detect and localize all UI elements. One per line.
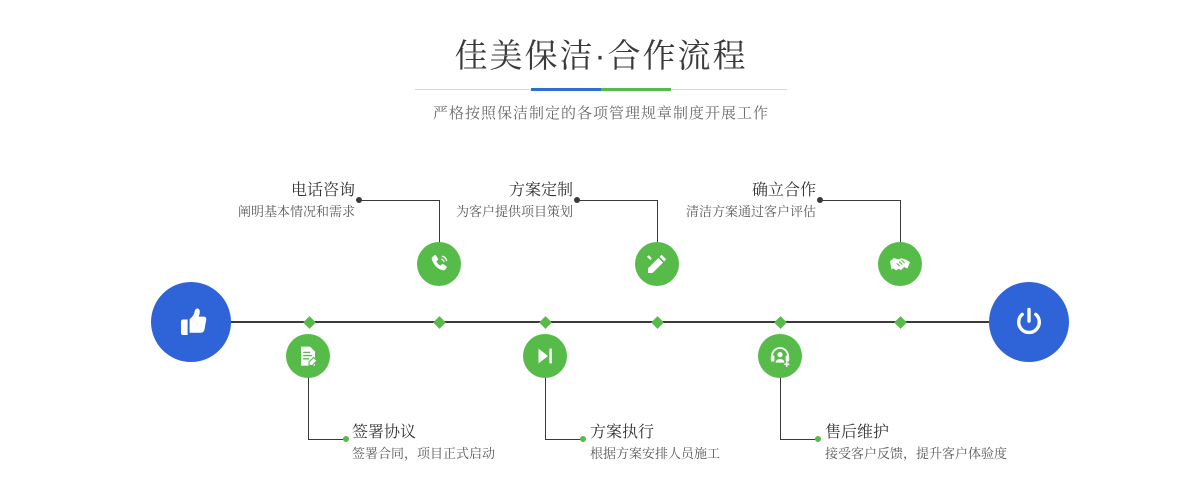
power-icon	[1009, 302, 1049, 342]
step-label-1: 电话咨询 阐明基本情况和需求	[237, 182, 355, 219]
step-node-4[interactable]	[523, 334, 567, 378]
axis-marker	[774, 316, 787, 329]
axis-marker	[303, 316, 316, 329]
step-label-2: 签署协议 签署合同，项目正式启动	[352, 424, 496, 461]
step-label-6: 售后维护 接受客户反馈，提升客户体验度	[825, 424, 1008, 461]
axis-marker	[539, 316, 552, 329]
axis-marker	[651, 316, 664, 329]
pen-ruler-icon	[645, 252, 669, 276]
thumbs-up-icon	[171, 302, 211, 342]
play-forward-icon	[533, 344, 557, 368]
step-node-1[interactable]	[417, 242, 461, 286]
step-node-2[interactable]	[286, 334, 330, 378]
divider-green-segment	[601, 88, 671, 91]
timeline-end-node	[989, 282, 1069, 362]
step-label-4: 方案执行 根据方案安排人员施工	[590, 424, 721, 461]
step-node-6[interactable]	[758, 334, 802, 378]
step-node-5[interactable]	[878, 242, 922, 286]
document-edit-icon	[296, 344, 320, 368]
step-node-3[interactable]	[635, 242, 679, 286]
divider-blue-segment	[531, 88, 601, 91]
handshake-icon	[888, 252, 912, 276]
page-subtitle: 严格按照保洁制定的各项管理规章制度开展工作	[432, 105, 769, 122]
step-label-3: 方案定制 为客户提供项目策划	[455, 182, 573, 219]
page-header	[0, 34, 1202, 123]
axis-marker	[433, 316, 446, 329]
page-title: 佳美保洁·合作流程	[454, 37, 748, 74]
timeline-start-node	[151, 282, 231, 362]
title-divider	[415, 88, 787, 91]
step-label-5: 确立合作 清洁方案通过客户评估	[685, 182, 816, 219]
headset-support-icon	[768, 344, 792, 368]
process-timeline	[0, 160, 1202, 502]
phone-icon	[427, 252, 451, 276]
axis-marker	[894, 316, 907, 329]
